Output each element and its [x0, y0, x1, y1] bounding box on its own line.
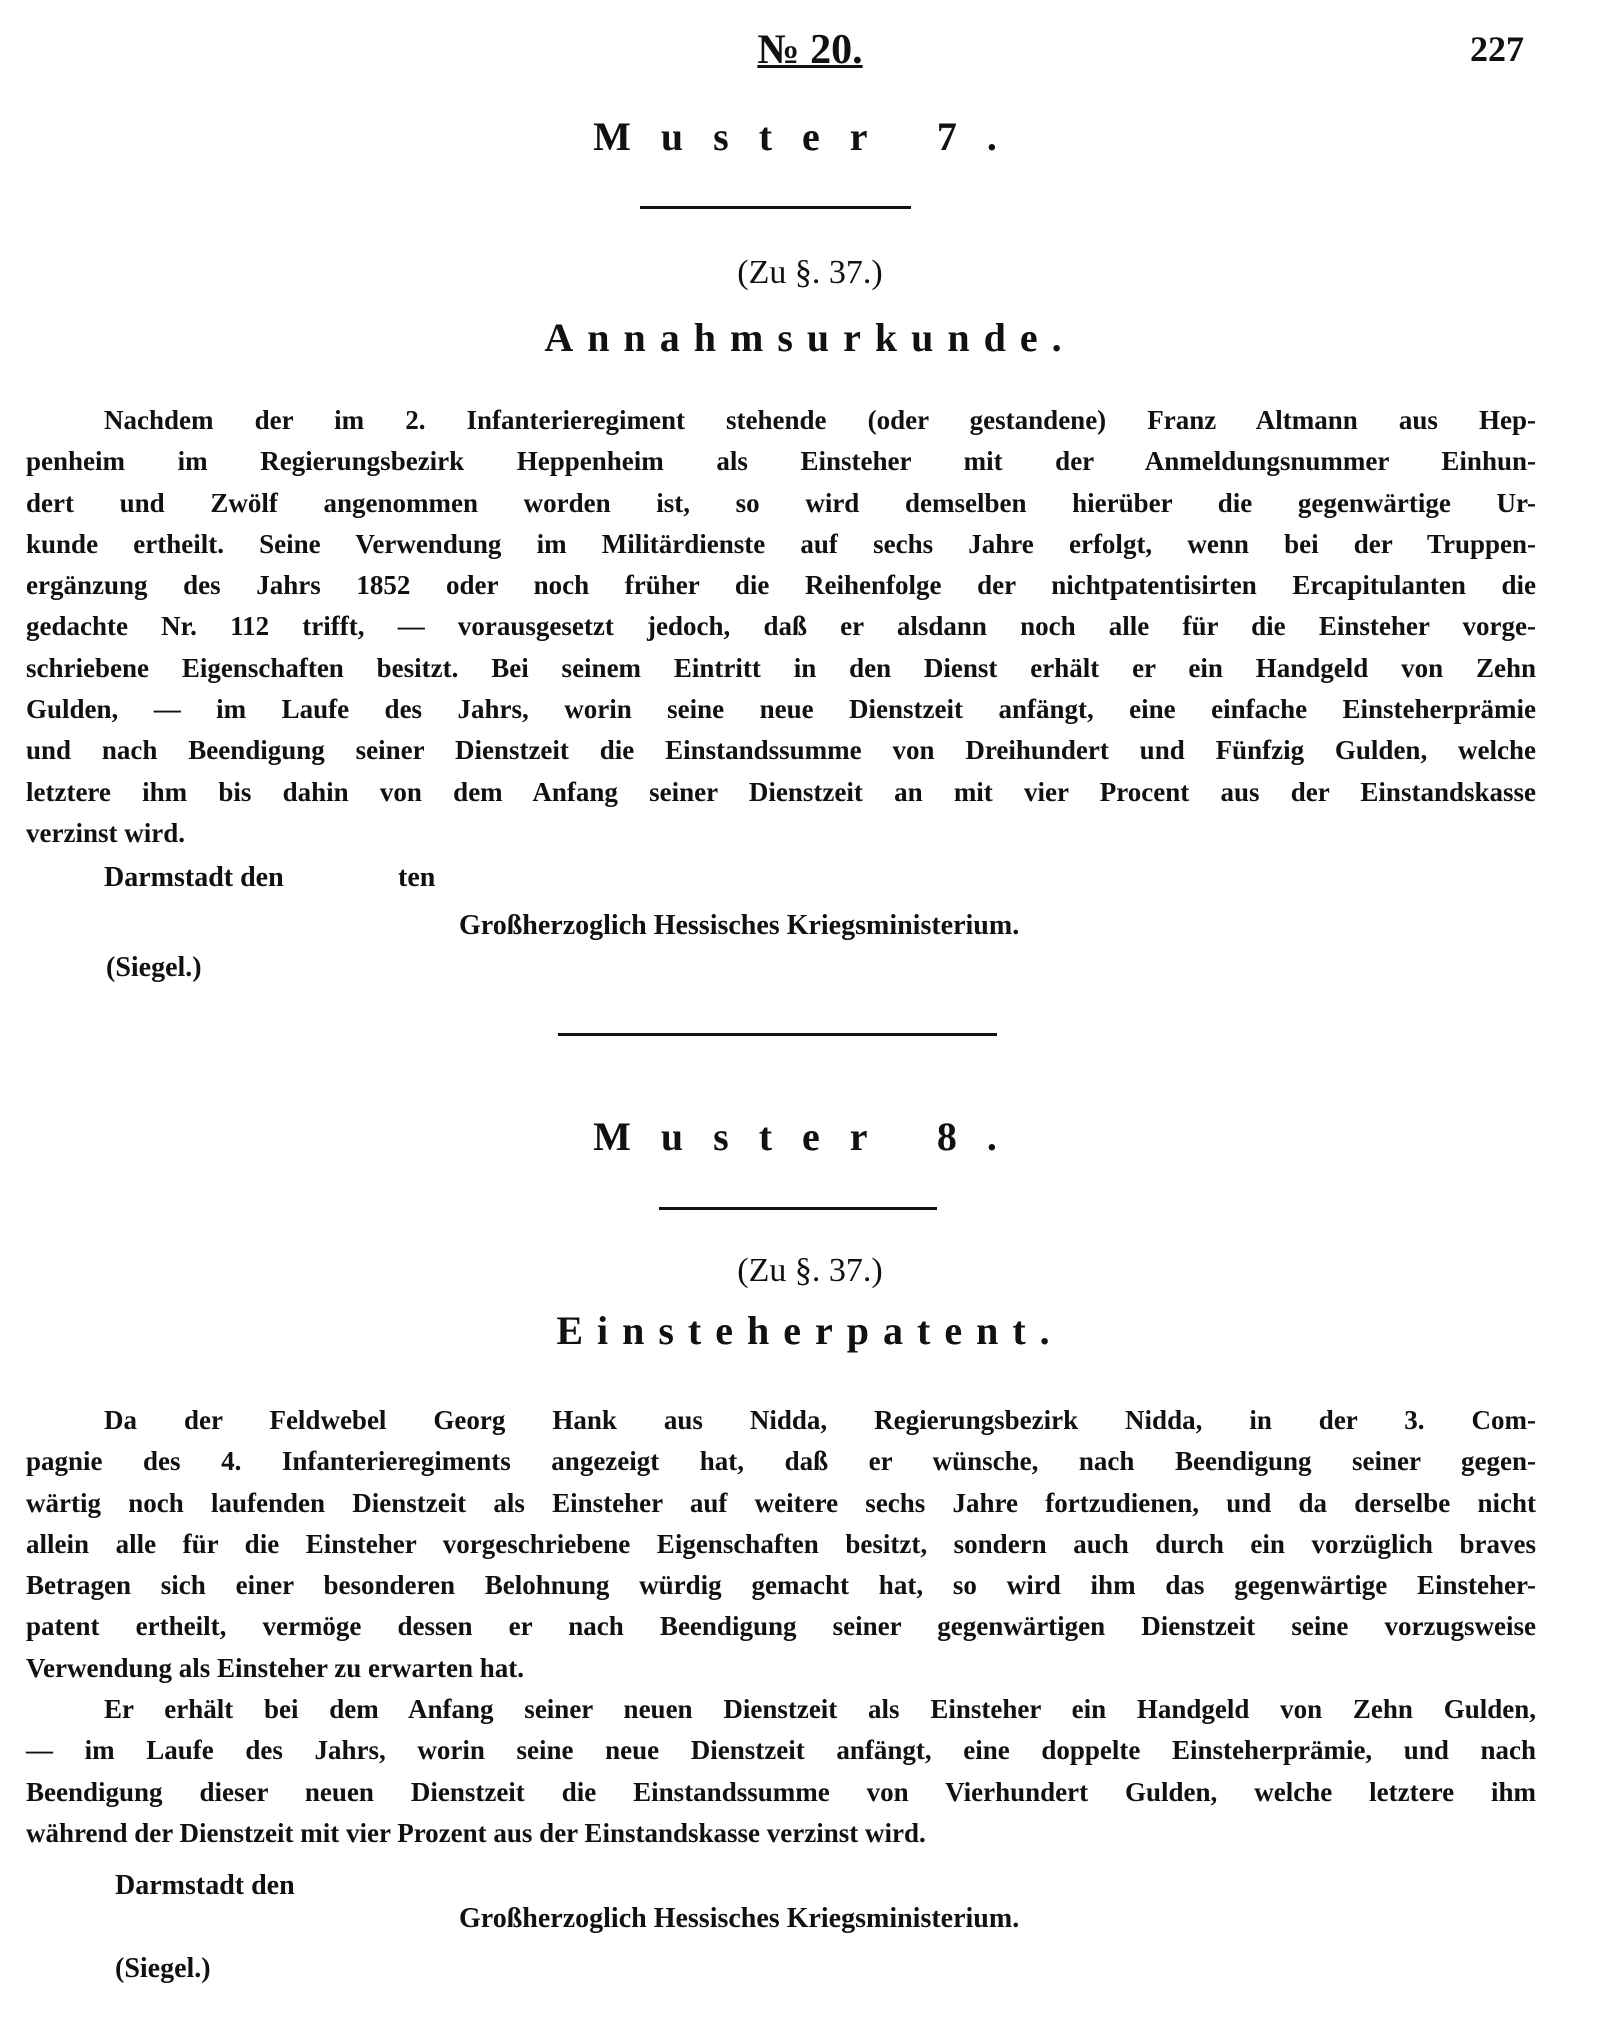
text-line: allein alle für die Einsteher vorgeschriebene Eigenschaften besitzt, sondern auch durch ein vorzüglich braves — [26, 1528, 1536, 1559]
divider — [659, 1207, 937, 1210]
muster-7-reference: (Zu §. 37.) — [737, 254, 883, 291]
gazette-issue-number: № 20. — [757, 27, 863, 73]
text-line: und nach Beendigung seiner Dienstzeit die Einstandssumme von Dreihundert und Fünfzig Gulden, welche — [26, 735, 1536, 766]
muster-7-body — [26, 400, 1536, 854]
text-line: letztere ihm bis dahin von dem Anfang seiner Dienstzeit an mit vier Procent aus der Einstandskasse — [26, 776, 1536, 807]
muster-7-seal: (Siegel.) — [106, 952, 202, 983]
text-line: penheim im Regierungsbezirk Heppenheim als Einsteher mit der Anmeldungsnummer Einhun- — [26, 446, 1536, 477]
muster-8-title: Einsteherpatent. — [556, 1308, 1064, 1353]
text-line: pagnie des 4. Infanterieregiments angezeigt hat, daß er wünsche, nach Beendigung seiner gegen- — [26, 1446, 1536, 1477]
text-line: patent ertheilt, vermöge dessen er nach Beendigung seiner gegenwärtigen Dienstzeit seine vorzugsweise — [26, 1611, 1536, 1642]
text-line: während der Dienstzeit mit vier Prozent aus der Einstandskasse verzinst wird. — [26, 1817, 926, 1848]
text-line: wärtig noch laufenden Dienstzeit als Einsteher auf weitere sechs Jahre fortzudienen, und da derselbe nicht — [26, 1487, 1536, 1518]
text-line: Da der Feldwebel Georg Hank aus Nidda, Regierungsbezirk Nidda, in der 3. Com- — [104, 1405, 1536, 1435]
muster-7-heading: Muster 7. — [593, 114, 1027, 159]
text-line: Er erhält bei dem Anfang seiner neuen Dienstzeit als Einsteher ein Handgeld von Zehn Gulden, — [104, 1694, 1536, 1725]
text-line: Beendigung dieser neuen Dienstzeit die Einstandssumme von Vierhundert Gulden, welche letztere ihm — [26, 1776, 1536, 1807]
text-line: Gulden, — im Laufe des Jahrs, worin seine neue Dienstzeit anfängt, eine einfache Einsteherprämie — [26, 694, 1536, 725]
divider — [640, 206, 911, 209]
page-number: 227 — [1470, 29, 1524, 69]
muster-7-authority: Großherzoglich Hessisches Kriegsministerium. — [459, 910, 1020, 941]
text-line: Nachdem der im 2. Infanterieregiment stehende (oder gestandene) Franz Altmann aus Hep- — [104, 405, 1536, 435]
text-line: gedachte Nr. 112 trifft, — vorausgesetzt jedoch, daß er alsdann noch alle für die Einsteher vorge- — [26, 611, 1536, 642]
muster-7-date-suffix: ten — [398, 862, 436, 893]
muster-8-body — [26, 1400, 1536, 1854]
muster-8-reference: (Zu §. 37.) — [737, 1252, 883, 1289]
text-line: Betragen sich einer besonderen Belohnung würdig gemacht hat, so wird ihm das gegenwärtige Einsteher- — [26, 1570, 1536, 1601]
muster-7-title: Annahmsurkunde. — [544, 315, 1076, 360]
text-line: — im Laufe des Jahrs, worin seine neue Dienstzeit anfängt, eine doppelte Einsteherprämie, und nach — [26, 1735, 1536, 1766]
text-line: verzinst wird. — [26, 817, 185, 848]
text-line: kunde ertheilt. Seine Verwendung im Militärdienste auf sechs Jahre erfolgt, wenn bei der Truppen- — [26, 528, 1536, 559]
section-divider — [558, 1033, 997, 1036]
text-line: dert und Zwölf angenommen worden ist, so wird demselben hierüber die gegenwärtige Ur- — [26, 487, 1536, 518]
text-line: schriebene Eigenschaften besitzt. Bei seinem Eintritt in den Dienst erhält er ein Handgeld von Zehn — [26, 652, 1536, 683]
text-line: ergänzung des Jahrs 1852 oder noch früher die Reihenfolge der nichtpatentisirten Ercapitulanten die — [26, 570, 1536, 601]
muster-8-heading: Muster 8. — [593, 1114, 1027, 1159]
text-line: Verwendung als Einsteher zu erwarten hat. — [26, 1652, 524, 1683]
muster-8-authority: Großherzoglich Hessisches Kriegsministerium. — [459, 1903, 1020, 1934]
muster-8-seal: (Siegel.) — [115, 1953, 211, 1984]
muster-8-place-date: Darmstadt den — [115, 1870, 295, 1901]
muster-7-place-date: Darmstadt den — [104, 862, 284, 893]
